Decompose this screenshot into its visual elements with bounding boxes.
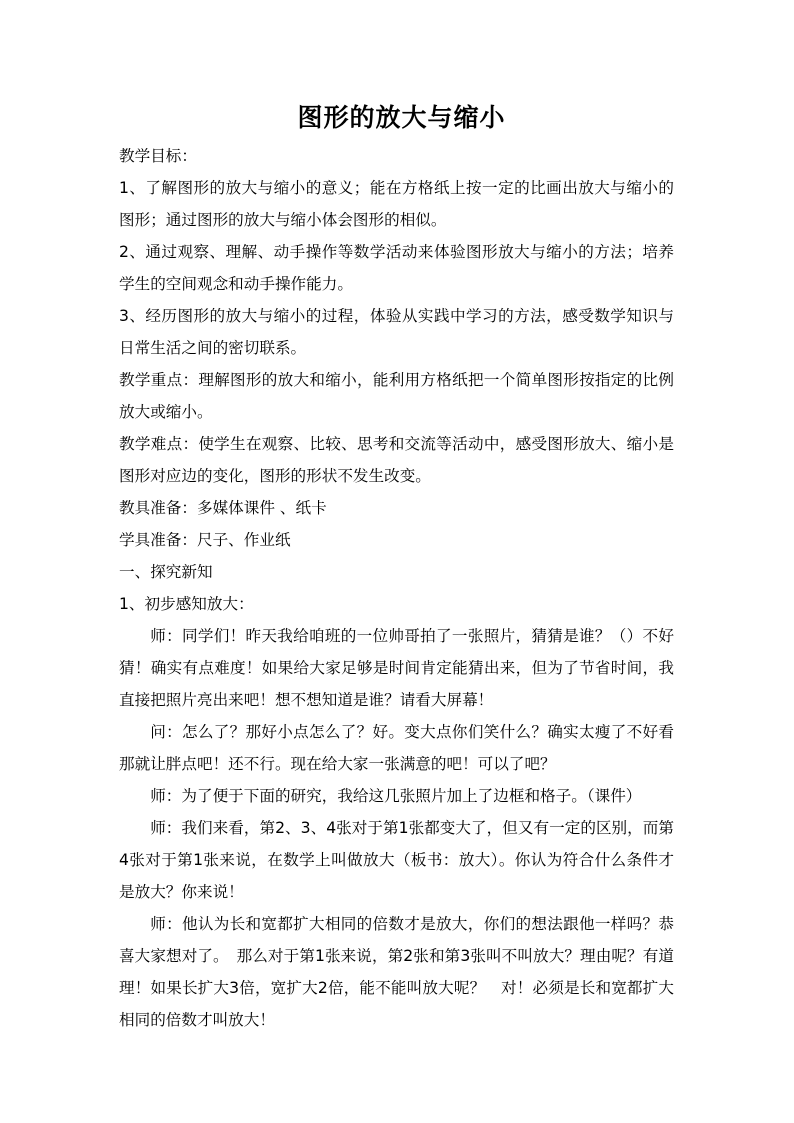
dialogue-paragraph: 师：他认为长和宽都扩大相同的倍数才是放大，你们的想法跟他一样吗？恭喜大家想对了。 那么对于第1张来说，第2张和第3张叫不叫放大？理由呢？有道理！如果长扩大3倍，宽扩大2倍，能不能叫放大呢？ 对！必须是长和宽都扩大相同的倍数才叫放大！	[119, 915, 674, 1029]
student-materials: 学具准备：尺子、作业纸	[119, 531, 291, 549]
subsection-heading: 1、初步感知放大：	[119, 595, 254, 613]
document-title: 图形的放大与缩小	[297, 103, 506, 132]
objective-2: 2、通过观察、理解、动手操作等数学活动来体验图形放大与缩小的方法；培养学生的空间观念和动手操作能力。	[119, 243, 674, 293]
key-points: 教学重点：理解图形的放大和缩小，能利用方格纸把一个简单图形按指定的比例放大或缩小。	[119, 371, 674, 421]
dialogue-paragraph: 师：同学们！昨天我给咱班的一位帅哥拍了一张照片，猜猜是谁？（）不好猜！确实有点难度！如果给大家足够是时间肯定能猜出来，但为了节省时间，我直接把照片亮出来吧！想不想知道是谁？请看大屏幕！	[119, 627, 674, 709]
document-body	[119, 140, 674, 1036]
dialogue-paragraph: 师：我们来看，第2、3、4张对于第1张都变大了，但又有一定的区别，而第4张对于第1张来说，在数学上叫做放大（板书：放大）。你认为符合什么条件才是放大？你来说！	[119, 819, 674, 901]
objective-1: 1、了解图形的放大与缩小的意义；能在方格纸上按一定的比画出放大与缩小的图形；通过图形的放大与缩小体会图形的相似。	[119, 179, 674, 229]
difficult-points: 教学难点：使学生在观察、比较、思考和交流等活动中，感受图形放大、缩小是图形对应边的变化，图形的形状不发生改变。	[119, 435, 674, 485]
objective-3: 3、经历图形的放大与缩小的过程，体验从实践中学习的方法，感受数学知识与日常生活之间的密切联系。	[119, 307, 674, 357]
teaching-aids: 教具准备：多媒体课件 、纸卡	[119, 499, 327, 517]
section-heading: 一、探究新知	[119, 563, 213, 581]
objectives-heading: 教学目标：	[119, 147, 197, 165]
dialogue-paragraph: 问：怎么了？那好小点怎么了？好。变大点你们笑什么？确实太瘦了不好看那就让胖点吧！还不行。现在给大家一张满意的吧！可以了吧？	[119, 723, 674, 773]
dialogue-paragraph: 师：为了便于下面的研究，我给这几张照片加上了边框和格子。（课件）	[150, 787, 642, 805]
